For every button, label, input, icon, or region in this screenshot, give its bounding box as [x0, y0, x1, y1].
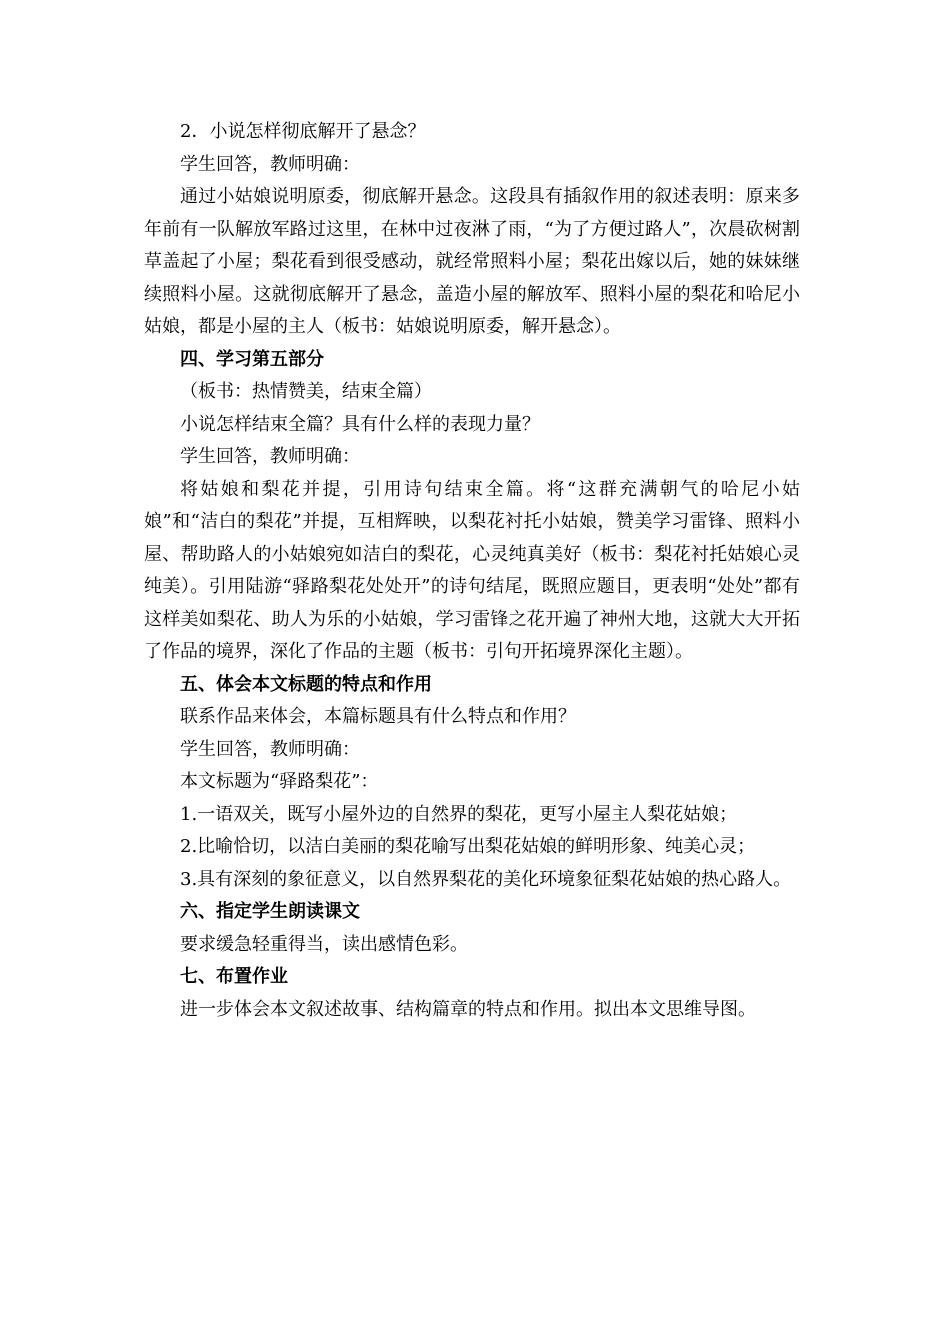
section-heading-7: 七、布置作业 [180, 966, 288, 987]
question-2: 2．小说怎样彻底解开了悬念？ [180, 121, 426, 142]
section-heading-4: 四、学习第五部分 [180, 348, 324, 370]
answer-intro: 学生回答，教师明确： [180, 153, 360, 175]
list-item-2: 2.比喻恰切，以洁白美丽的梨花喻写出梨花姑娘的鲜明形象、纯美心灵； [180, 836, 756, 857]
homework: 进一步体会本文叙述故事、结构篇章的特点和作用。拟出本文思维导图。 [180, 998, 756, 1020]
list-item-3: 3.具有深刻的象征意义，以自然界梨花的美化环境象征梨花姑娘的热心路人。 [180, 868, 792, 890]
answer-intro: 学生回答，教师明确： [180, 446, 360, 467]
question: 联系作品来体会，本篇标题具有什么特点和作用？ [180, 706, 576, 727]
section-heading-5: 五、体会本文标题的特点和作用 [180, 673, 432, 695]
paragraph-explanation: 将姑娘和梨花并提，引用诗句结束全篇。将“这群充满朝气的哈尼小姑娘”和“洁白的梨花”并提，互相辉映，以梨花衬托小姑娘，赞美学习雷锋、照料小屋、帮助路人的小姑娘宛如洁白的梨花，心灵纯真美好（板书：梨花衬托姑娘心灵纯美）。引用陆游“驿路梨花处处开”的诗句结尾，既照应题目，更表明“处处”都有这样美如梨花、助人为乐的小姑娘，学习雷锋之花开遍了神州大地，这就大大开拓了作品的境界，深化了作品的主题（板书：引句开拓境界深化主题）。 [144, 478, 800, 662]
paragraph-explanation: 通过小姑娘说明原委，彻底解开悬念。这段具有插叙作用的叙述表明：原来多年前有一队解放军路过这里，在林中过夜淋了雨，“为了方便过路人”，次晨砍树割草盖起了小屋；梨花看到很受感动，就经常照料小屋；梨花出嫁以后，她的妹妹继续照料小屋。这就彻底解开了悬念，盖造小屋的解放军、照料小屋的梨花和哈尼小姑娘，都是小屋的主人（板书：姑娘说明原委，解开悬念）。 [144, 186, 800, 337]
reading-requirement: 要求缓急轻重得当，读出感情色彩。 [180, 933, 468, 955]
section-heading-6: 六、指定学生朗读课文 [180, 901, 360, 922]
board-note: （板书：热情赞美，结束全篇） [180, 381, 432, 402]
question: 小说怎样结束全篇？具有什么样的表现力量？ [180, 413, 540, 435]
title-statement: 本文标题为“驿路梨花”： [180, 771, 379, 792]
answer-intro: 学生回答，教师明确： [180, 738, 360, 760]
list-item-1: 1.一语双关，既写小屋外边的自然界的梨花，更写小屋主人梨花姑娘； [180, 803, 738, 825]
document-page [144, 116, 800, 1026]
